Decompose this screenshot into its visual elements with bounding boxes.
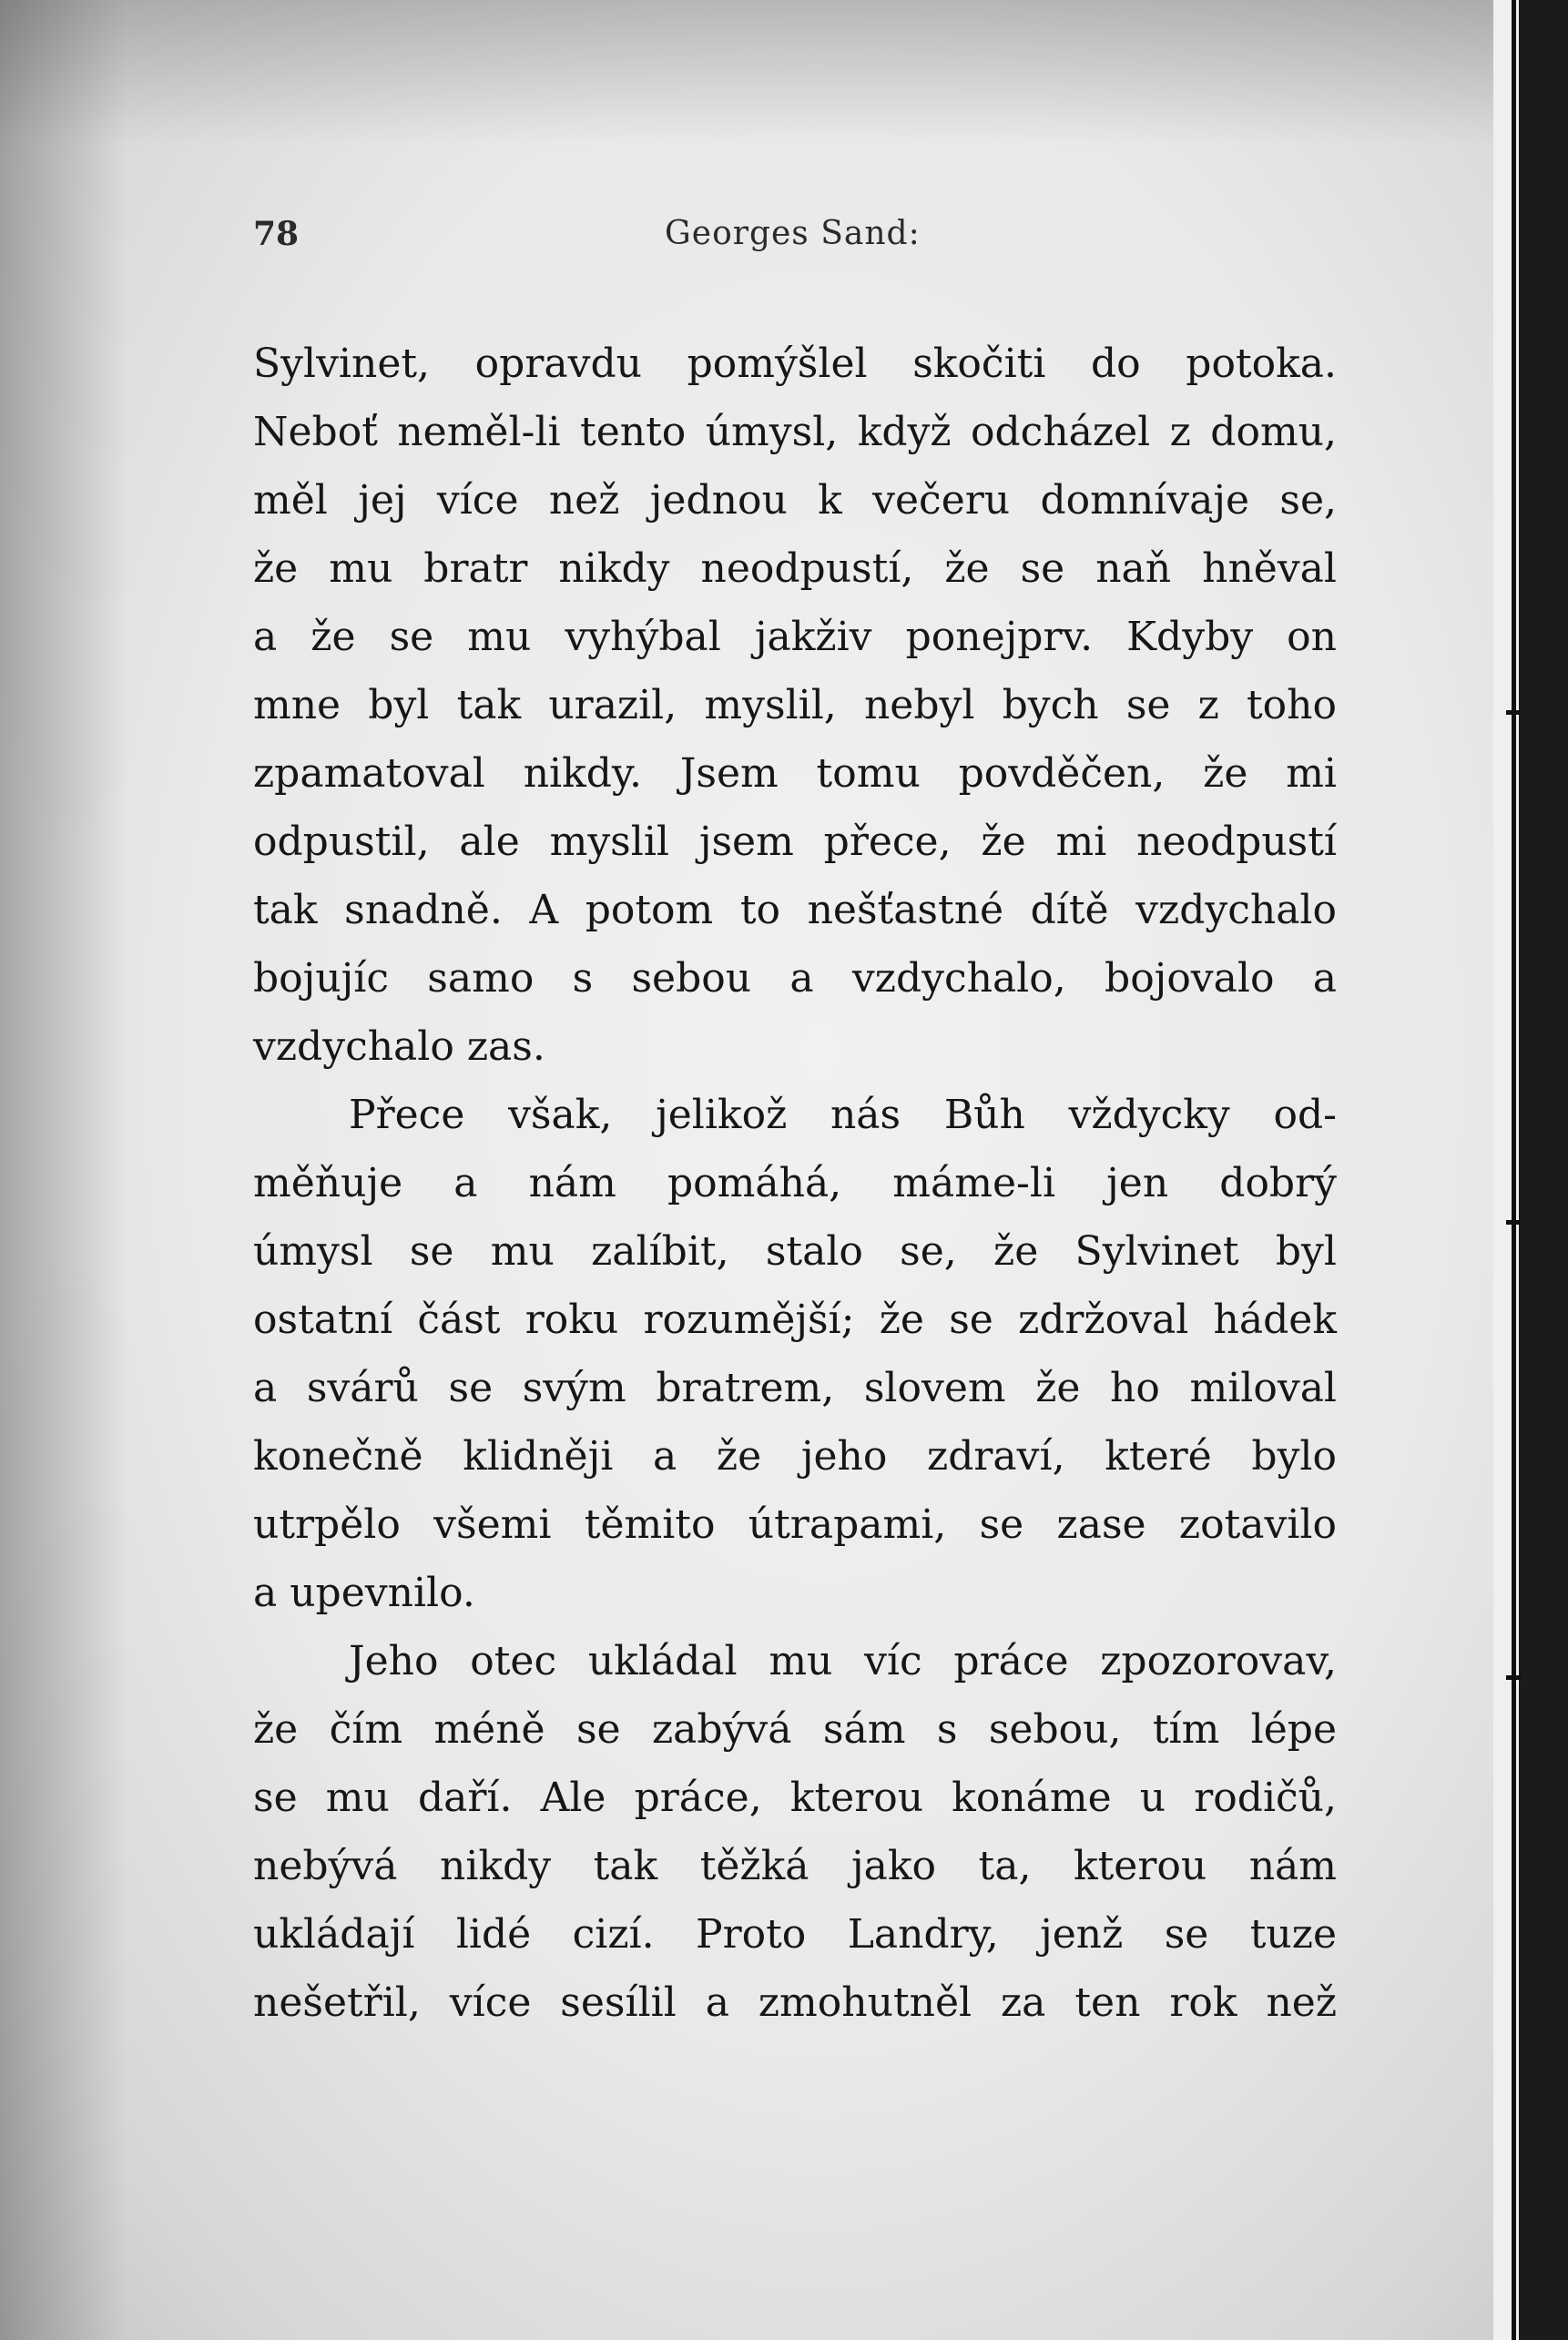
running-title: Georges Sand: <box>665 215 921 252</box>
text-line: a svárů se svým bratrem, slovem že ho miloval <box>253 1365 1337 1411</box>
body-text <box>253 330 1337 2037</box>
text-line: vzdychalo zas. <box>253 1023 545 1070</box>
text-line: ukládají lidé cizí. Proto Landry, jenž se tuze <box>253 1911 1337 1958</box>
text-line: že čím méně se zabývá sám s sebou, tím lépe <box>253 1706 1337 1753</box>
page-header <box>253 215 1337 260</box>
page-number: 78 <box>253 215 300 253</box>
text-line: úmysl se mu zalíbit, stalo se, že Sylvinet byl <box>253 1228 1337 1275</box>
text-line: tak snadně. A potom to nešťastné dítě vzdychalo <box>253 887 1337 933</box>
text-line: Neboť neměl-li tento úmysl, když odcházel z domu, <box>253 409 1337 455</box>
text-line: Přece však, jelikož nás Bůh vždycky od- <box>349 1092 1337 1138</box>
text-line: nešetřil, více sesílil a zmohutněl za ten rok než <box>253 1979 1337 2026</box>
text-line: utrpělo všemi těmito útrapami, se zase zotavilo <box>253 1501 1337 1548</box>
text-line: ostatní část roku rozumější; že se zdržoval hádek <box>253 1297 1337 1343</box>
text-line: Sylvinet, opravdu pomýšlel skočiti do potoka. <box>253 341 1337 387</box>
text-line: se mu daří. Ale práce, kterou konáme u rodičů, <box>253 1775 1337 1821</box>
text-line: konečně klidněji a že jeho zdraví, které bylo <box>253 1433 1337 1480</box>
text-line: Jeho otec ukládal mu víc práce zpozorovav, <box>349 1638 1337 1684</box>
text-line: odpustil, ale myslil jsem přece, že mi neodpustí <box>253 819 1337 865</box>
binding-tick <box>1506 1675 1521 1680</box>
text-line: měl jej více než jednou k večeru domnívaje se, <box>253 477 1337 524</box>
text-line: mne byl tak urazil, myslil, nebyl bych se z toho <box>253 682 1337 728</box>
text-line: nebývá nikdy tak těžká jako ta, kterou nám <box>253 1843 1337 1889</box>
binding-line <box>1512 0 1516 2340</box>
text-line: zpamatoval nikdy. Jsem tomu povděčen, že mi <box>253 750 1337 797</box>
text-line: a že se mu vyhýbal jakživ ponejprv. Kdyby on <box>253 614 1337 660</box>
binding-tick <box>1506 1220 1521 1225</box>
text-line: že mu bratr nikdy neodpustí, že se naň hněval <box>253 545 1337 592</box>
binding-tick <box>1506 710 1521 715</box>
text-line: měňuje a nám pomáhá, máme-li jen dobrý <box>253 1160 1337 1206</box>
text-line: bojujíc samo s sebou a vzdychalo, bojovalo a <box>253 955 1337 1002</box>
text-line: a upevnilo. <box>253 1570 475 1616</box>
